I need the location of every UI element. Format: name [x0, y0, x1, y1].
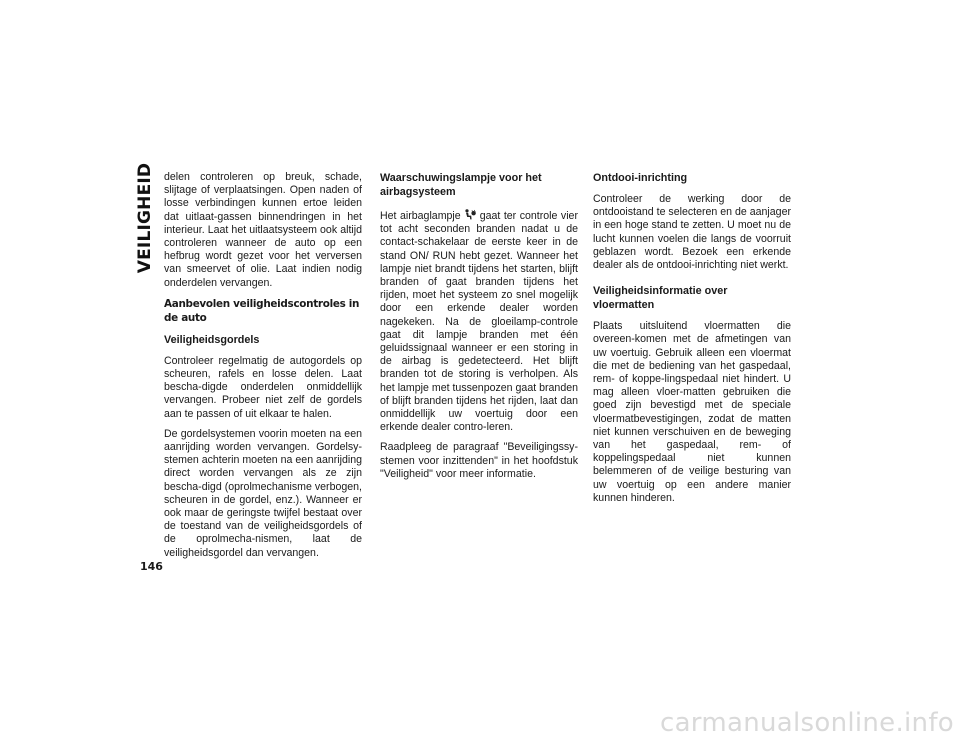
airbag-warning-heading: Waarschuwingslampje voor het airbagsysteem [380, 172, 542, 198]
column-right [593, 171, 791, 512]
floor-mats-heading: Veiligheidsinformatie over vloermatten [593, 285, 728, 312]
seat-belts-paragraph-2: De gordelsystemen voorin moeten na een aanrijding worden vervangen. Gordelsy-stemen achterin moeten na een aanrijding direct worden vervangen als ze zijn bescha-digd (oprolmechanisme verbogen, scheuren in de gordel, enz.). Wanneer er ook maar de geringste twijfel bestaat over de toestand van de veiligheidsgordels of de oprolmecha-nismen, laat de veiligheidsgordel dan vervangen. [164, 427, 362, 559]
airbag-paragraph-rest: gaat ter controle vier tot acht seconden branden nadat u de contact-schakelaar de eerste keer in de stand ON/ RUN hebt gezet. Wanneer het lampje niet brandt tijdens het starten, blijft branden of gaat branden tijdens het rijden, moet het systeem zo snel mogelijk door een erkende dealer worden nagekeken. Na de gloeilamp-controle gaat dit lampje branden met één geluidssignaal wanneer er een storing in de airbag is gedetecteerd. Het blijft branden tot de storing is verholpen. Als het lampje met tussenpozen gaat branden of blijft branden tijdens het rijden, laat dan onmiddellijk uw voertuig door een erkende dealer contro-leren. [380, 210, 578, 434]
column-middle [380, 171, 578, 488]
column-left [164, 171, 362, 567]
section-tab-label: VEILIGHEID [135, 162, 155, 274]
page-number: 146 [140, 560, 163, 573]
safety-checks-heading: Aanbevolen veiligheidscontroles in de auto [164, 297, 360, 324]
seat-belts-heading: Veiligheidsgordels [164, 333, 260, 346]
watermark: carmanualsonline.info [659, 708, 954, 738]
defroster-heading: Ontdooi-inrichting [593, 172, 688, 184]
seat-belts-paragraph-1: Controleer regelmatig de autogordels op scheuren, rafels en losse delen. Laat bescha-digde onderdelen onmiddellijk vervangen. Probeer niet zelf de gordels aan te passen of uit elkaar te halen. [164, 354, 362, 420]
defroster-paragraph: Controleer de werking door de ontdooistand te selecteren en de aanjager in een hoge stand te zetten. U moet nu de lucht kunnen voelen die langs de voorruit geblazen wordt. Bezoek een erkende dealer als de ontdooi-inrichting niet werkt. [593, 193, 791, 272]
airbag-paragraph-start: Het airbaglampje [380, 210, 461, 222]
exhaust-paragraph: delen controleren op breuk, schade, slijtage of verplaatsingen. Open naden of losse verbindingen kunnen ertoe leiden dat uitlaat-gassen binnendringen in het interieur. Laat het uitlaatsysteem ook altijd controleren wanneer de auto op een hefbrug wordt gezet voor het verversen van smeervet of olie. Laat indien nodig onderdelen vervangen. [164, 171, 362, 289]
section-tab [133, 162, 157, 274]
airbag-warning-icon [464, 209, 476, 220]
airbag-reference-paragraph: Raadpleeg de paragraaf "Beveiligingssy-stemen voor inzittenden" in het hoofdstuk "Veiligheid" voor meer informatie. [380, 441, 578, 480]
airbag-warning-paragraph [380, 209, 578, 434]
floor-mats-paragraph: Plaats uitsluitend vloermatten die overeen-komen met de afmetingen van uw voertuig. Gebruik alleen een vloermat die met de bediening van het gaspedaal, rem- of koppe-lingspedaal niet hindert. U mag alleen vloer-matten gebruiken die goed zijn bevestigd met de speciale vloermatbevestigingen, zodat de matten niet kunnen verschuiven en de beweging van het gaspedaal, rem- of koppelingspedaal niet kunnen belemmeren of de veilige besturing van uw voertuig op een andere manier kunnen hinderen. [593, 320, 791, 504]
